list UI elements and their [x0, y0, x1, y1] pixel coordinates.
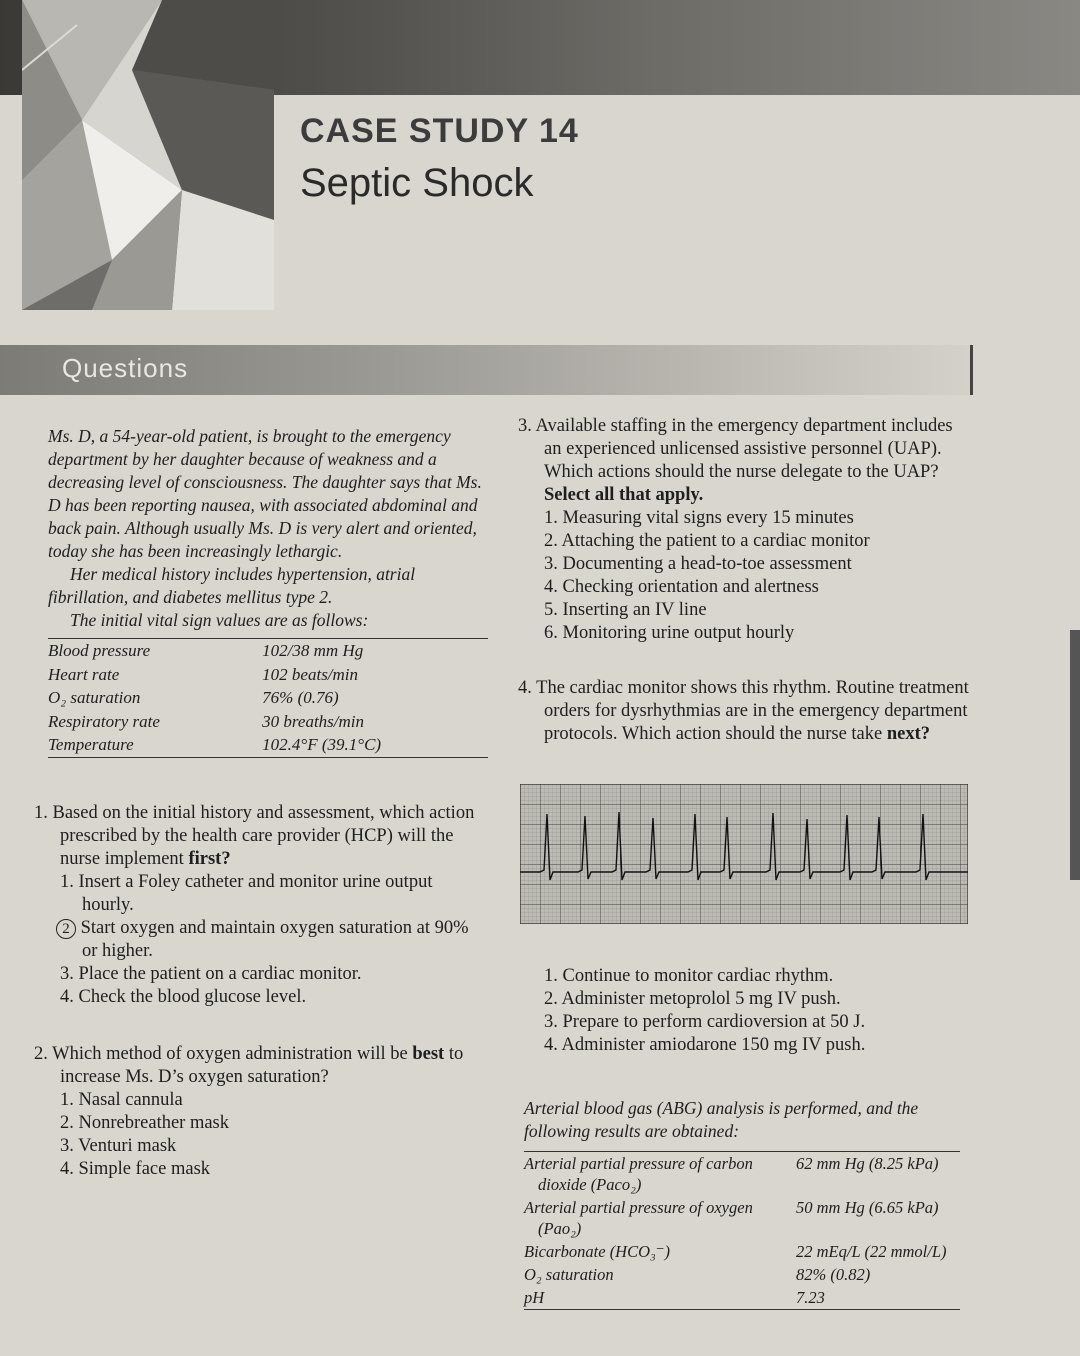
abg-label: pH: [524, 1288, 545, 1307]
answer-option-selected[interactable]: 2 Start oxygen and maintain oxygen saturation at 90% or higher.: [60, 917, 486, 963]
answer-option[interactable]: 1. Nasal cannula: [60, 1089, 183, 1110]
abg-value: 82% (0.82): [796, 1265, 871, 1284]
table-row: [48, 639, 488, 663]
page-edge-shadow: [1070, 630, 1080, 880]
table-row: [524, 1152, 960, 1197]
vital-signs-table: [48, 638, 488, 758]
scenario-intro: [48, 425, 486, 632]
abg-value: 22 mEq/L (22 mmol/L): [796, 1242, 947, 1261]
left-column: [34, 425, 486, 1181]
case-title: Septic Shock: [300, 161, 534, 205]
answer-options: [34, 871, 486, 1009]
question-1: [34, 802, 486, 1009]
answer-option[interactable]: 2. Administer metoprolol 5 mg IV push.: [544, 989, 841, 1009]
vital-label: Heart rate: [48, 664, 120, 684]
table-row: [524, 1196, 960, 1240]
answer-option[interactable]: 4. Checking orientation and alertness: [544, 577, 819, 597]
question-stem: 2. Which method of oxygen administration will be best to increase Ms. D’s oxygen saturation?: [34, 1043, 464, 1087]
right-column: [518, 415, 970, 1310]
answer-option[interactable]: 3. Prepare to perform cardioversion at 50 J.: [544, 1012, 866, 1032]
question-3: [518, 415, 970, 645]
abg-value: 7.23: [796, 1288, 825, 1307]
answer-option[interactable]: 3. Venturi mask: [60, 1135, 177, 1156]
abg-value: 62 mm Hg (8.25 kPa): [796, 1154, 939, 1173]
cover-artwork: [22, 0, 274, 310]
vital-value: 30 breaths/min: [262, 711, 365, 731]
ecg-rhythm-strip: [520, 784, 968, 924]
answer-option[interactable]: 5. Inserting an IV line: [544, 600, 707, 620]
answer-option[interactable]: 1. Continue to monitor cardiac rhythm.: [544, 966, 834, 986]
table-row: [524, 1240, 960, 1263]
questions-label: Questions: [62, 353, 189, 383]
abg-intro: Arterial blood gas (ABG) analysis is performed, and the following results are obtained:: [524, 1098, 919, 1141]
case-number: CASE STUDY 14: [300, 112, 579, 150]
select-all-instruction: Select all that apply.: [544, 485, 704, 505]
answer-option[interactable]: 2. Nonrebreather mask: [60, 1112, 230, 1133]
answer-option[interactable]: 1. Measuring vital signs every 15 minutes: [544, 508, 854, 528]
emphasis-keyword: first?: [188, 848, 231, 869]
scenario-paragraph: Ms. D, a 54-year-old patient, is brought to the emergency department by her daughter because of weakness and a decreasing level of consciousness. The daughter says that Ms. D has been reporting nausea, with associated abdominal and back pain. Although usually Ms. D is very alert and oriented, today she has been increasingly lethargic.: [48, 426, 482, 561]
answer-options: [518, 965, 970, 1057]
scenario-paragraph: The initial vital sign values are as follows:: [70, 610, 369, 630]
answer-option[interactable]: 4. Check the blood glucose level.: [60, 986, 307, 1007]
abg-label: Bicarbonate (HCO₃⁻): [524, 1242, 670, 1261]
question-stem: 4. The cardiac monitor shows this rhythm. Routine treatment orders for dysrhythmias are in the emergency department protocols. Which action should the nurse take next?: [518, 678, 969, 744]
circled-answer-mark: 2: [56, 919, 76, 939]
table-row: [524, 1263, 960, 1286]
vital-label: O₂ saturation: [48, 688, 141, 707]
vital-label: Respiratory rate: [48, 711, 160, 731]
emphasis-keyword: best: [412, 1043, 445, 1064]
table-row: [48, 710, 488, 734]
answer-option[interactable]: 6. Monitoring urine output hourly: [544, 623, 795, 643]
table-row: [48, 663, 488, 687]
answer-option[interactable]: 1. Insert a Foley catheter and monitor urine output hourly.: [60, 871, 433, 915]
answer-options: [518, 507, 970, 645]
title-block: [300, 112, 579, 206]
question-4-options: [518, 965, 970, 1057]
question-4: [518, 677, 970, 746]
answer-option[interactable]: 4. Simple face mask: [60, 1158, 211, 1179]
answer-option[interactable]: 4. Administer amiodarone 150 mg IV push.: [544, 1035, 866, 1055]
vital-value: 102/38 mm Hg: [262, 641, 364, 660]
answer-option[interactable]: 3. Documenting a head-to-toe assessment: [544, 554, 852, 574]
vital-value: 76% (0.76): [262, 688, 339, 707]
answer-options: [34, 1089, 486, 1181]
vital-value: 102 beats/min: [262, 664, 359, 684]
vital-label: Blood pressure: [48, 641, 151, 660]
abg-results-table: [524, 1151, 960, 1310]
question-stem: 3. Available staffing in the emergency department includes an experienced unlicensed assistive personnel (UAP). Which actions should the nurse delegate to the UAP? Select all that apply.: [518, 416, 953, 505]
abg-label: Arterial partial pressure of carbon dioxide (Paco₂): [524, 1154, 753, 1194]
answer-option[interactable]: 2. Attaching the patient to a cardiac monitor: [544, 531, 870, 551]
answer-option[interactable]: 3. Place the patient on a cardiac monitor.: [60, 963, 362, 984]
vital-value: 102.4°F (39.1°C): [262, 735, 382, 754]
vital-label: Temperature: [48, 735, 134, 754]
abg-value: 50 mm Hg (6.65 kPa): [796, 1198, 939, 1217]
scenario-paragraph: Her medical history includes hypertension, atrial fibrillation, and diabetes mellitus type 2.: [48, 564, 416, 607]
abg-label: O₂ saturation: [524, 1265, 614, 1284]
abg-label: Arterial partial pressure of oxygen (Pao₂): [524, 1198, 753, 1238]
question-stem: 1. Based on the initial history and assessment, which action prescribed by the health care provider (HCP) will the nurse implement first?: [34, 802, 475, 869]
table-row: [48, 733, 488, 757]
question-2: [34, 1043, 486, 1181]
table-row: [524, 1286, 960, 1310]
table-row: [48, 686, 488, 710]
questions-section-band: [0, 345, 973, 395]
